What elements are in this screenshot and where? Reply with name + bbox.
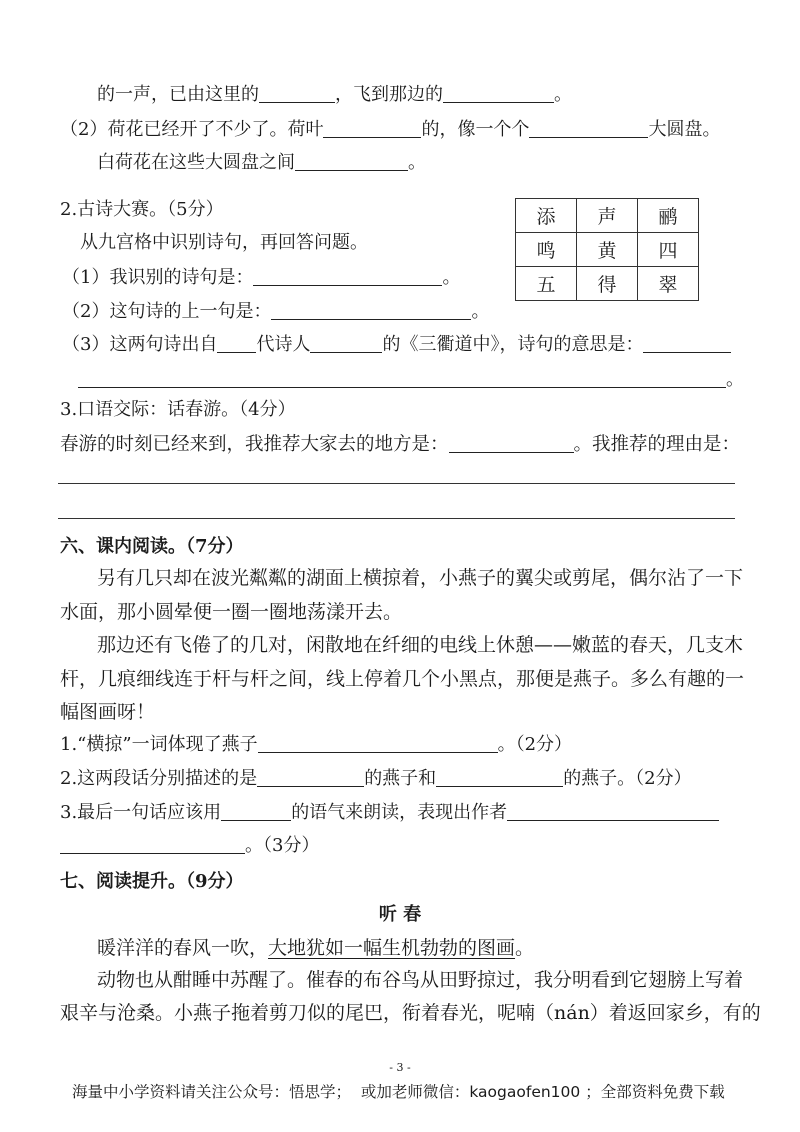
line-text: 。 — [442, 267, 461, 288]
section6-q2 — [60, 768, 692, 790]
line-text: 代诗人 — [256, 334, 311, 355]
answer-blank — [310, 334, 382, 353]
q2-instruction: 从九宫格中识别诗句，再回答问题。 — [80, 232, 368, 253]
line-text: 的燕子和 — [364, 768, 437, 789]
answer-blank — [507, 802, 719, 821]
answer-blank — [259, 84, 335, 103]
passage-line: 另有几只却在波光粼粼的湖面上横掠着，小燕子的翼尖或剪尾，偶尔沾了一下 — [97, 567, 744, 589]
grid-cell: 得 — [577, 267, 638, 301]
line-text: 白荷花在这些大圆盘之间 — [97, 152, 295, 173]
line-text: 。我推荐的理由是： — [573, 434, 741, 455]
line-text: （1）我识别的诗句是： — [62, 267, 254, 288]
line-text: 。 — [515, 937, 535, 959]
answer-blank — [323, 119, 421, 138]
line-text: 的燕子。（2分） — [563, 768, 692, 789]
passage-line: 幅图画呀！ — [60, 701, 156, 723]
answer-blank — [443, 84, 554, 103]
grid-cell: 翠 — [638, 267, 699, 301]
q2-sub3-continuation — [78, 369, 744, 391]
answer-blank — [257, 768, 364, 787]
line-text: （2）这句诗的上一句是： — [62, 301, 272, 322]
line-text: 的，像一个个 — [421, 119, 530, 140]
q3-prompt — [60, 434, 740, 456]
section6-q3-continuation — [60, 835, 319, 857]
answer-blank — [60, 835, 245, 854]
passage-line: 水面，那小圆晕便一圈一圈地荡漾开去。 — [60, 601, 403, 623]
q2-sub3 — [62, 334, 731, 356]
line-text: 。 — [471, 301, 490, 322]
answer-line — [58, 518, 735, 519]
grid-row — [516, 267, 699, 301]
line-text: 。 — [726, 369, 744, 390]
line-text: 。 — [554, 84, 572, 105]
q1-cont-line-2 — [60, 119, 720, 141]
article-title: 听 春 — [378, 904, 422, 925]
line-text: 1.“横掠”一词体现了燕子 — [60, 734, 258, 755]
q2-title: 2.古诗大赛。（5分） — [60, 199, 224, 220]
answer-blank — [529, 119, 648, 138]
grid-cell: 鸣 — [516, 233, 577, 267]
q1-cont-line-1 — [97, 84, 572, 106]
grid-cell: 四 — [638, 233, 699, 267]
section6-q1 — [60, 734, 572, 756]
grid-cell: 声 — [577, 199, 638, 233]
q2-sub1 — [62, 267, 460, 289]
grid-cell: 鹂 — [638, 199, 699, 233]
line-text: 春游的时刻已经来到，我推荐大家去的地方是： — [60, 434, 449, 455]
answer-blank — [271, 301, 471, 320]
section7-heading: 七、阅读提升。（9分） — [60, 871, 244, 892]
section6-heading: 六、课内阅读。（7分） — [60, 536, 244, 557]
line-text: （2）荷花已经开了不少了。荷叶 — [60, 119, 324, 140]
article-paragraph-1 — [97, 937, 534, 959]
q1-cont-line-3 — [97, 152, 426, 174]
line-text: ，飞到那边的 — [335, 84, 443, 105]
line-text: 大圆盘。 — [648, 119, 721, 140]
line-text: 暖洋洋的春风一吹， — [97, 937, 269, 959]
answer-blank — [436, 768, 563, 787]
grid-cell: 黄 — [577, 233, 638, 267]
answer-blank — [258, 734, 498, 753]
grid-row — [516, 233, 699, 267]
answer-blank — [217, 334, 256, 353]
line-text: 的一声，已由这里的 — [97, 84, 259, 105]
answer-blank — [78, 369, 726, 388]
line-text: 的语气来朗读，表现出作者 — [291, 802, 508, 823]
section6-q3 — [60, 802, 719, 824]
line-text: 。 — [408, 152, 426, 173]
line-text: 3.最后一句话应该用 — [60, 802, 222, 823]
underlined-sentence: 大地犹如一幅生机勃勃的图画 — [268, 937, 516, 959]
line-text: 2.这两段话分别描述的是 — [60, 768, 258, 789]
answer-blank — [221, 802, 291, 821]
article-line: 艰辛与沧桑。小燕子拖着剪刀似的尾巴，衔着春光，呢喃（nán）着返回家乡，有的 — [60, 1002, 761, 1024]
q3-title: 3.口语交际：话春游。（4分） — [60, 399, 296, 420]
passage-line: 那边还有飞倦了的几对，闲散地在纤细的电线上休憩——嫩蓝的春天，几支木 — [97, 634, 744, 656]
line-text: 。（2分） — [497, 734, 573, 755]
answer-blank — [295, 152, 408, 171]
line-text: 。（3分） — [245, 835, 320, 856]
grid-cell: 五 — [516, 267, 577, 301]
grid-cell: 添 — [516, 199, 577, 233]
q2-sub2 — [62, 301, 489, 323]
grid-row — [516, 199, 699, 233]
footer-notice: 海量中小学资料请关注公众号：悟思学； 或加老师微信：kaogaofen100 ；全部资料免费下载 — [72, 1083, 725, 1101]
passage-line: 杆，几痕细线连于杆与杆之间，线上停着几个小黑点，那便是燕子。多么有趣的一 — [60, 668, 745, 690]
answer-blank — [253, 267, 442, 286]
line-text: 的《三衢道中》，诗句的意思是： — [382, 334, 644, 355]
answer-blank — [643, 334, 731, 353]
article-line: 动物也从酣睡中苏醒了。催春的布谷鸟从田野掠过，我分明看到它翅膀上写着 — [97, 969, 744, 991]
page-number: - 3 - — [389, 1061, 411, 1074]
poem-nine-grid — [515, 198, 699, 301]
answer-line — [58, 483, 735, 484]
answer-blank — [449, 434, 574, 453]
line-text: （3）这两句诗出自 — [62, 334, 218, 355]
